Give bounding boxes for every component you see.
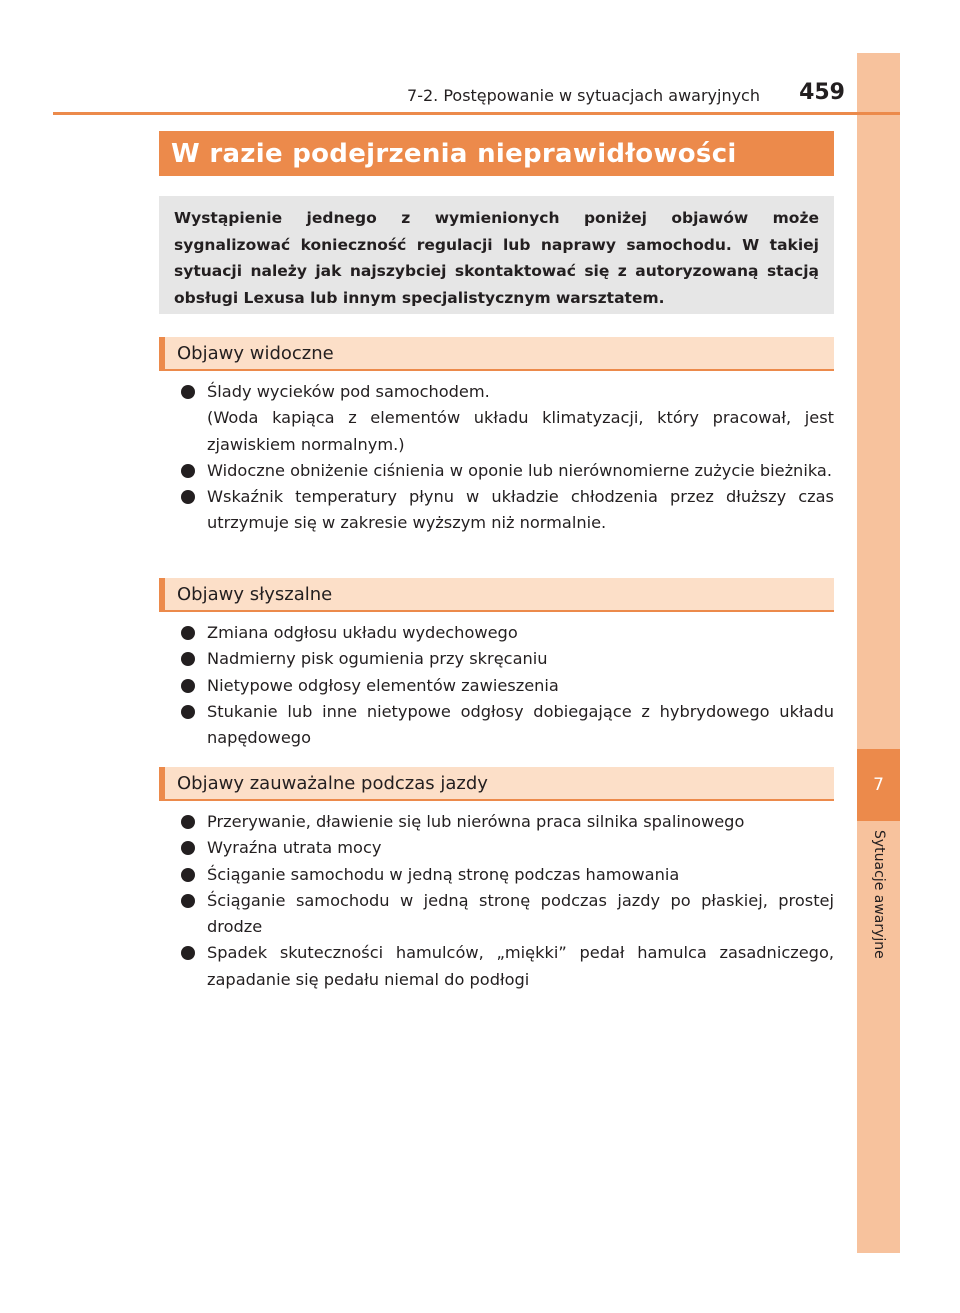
page-number: 459 bbox=[799, 80, 845, 105]
bullet-icon bbox=[181, 464, 195, 478]
section-heading-driving: Objawy zauważalne podczas jazdy bbox=[159, 767, 834, 801]
bullet-icon bbox=[181, 705, 195, 719]
bullet-icon bbox=[181, 868, 195, 882]
list-item-text: Widoczne obniżenie ciśnienia w oponie lub nierównomierne zużycie bieżnika. bbox=[207, 460, 832, 480]
bullet-icon bbox=[181, 815, 195, 829]
chapter-side-tab bbox=[857, 53, 900, 1253]
bullet-icon bbox=[181, 385, 195, 399]
list-item bbox=[181, 379, 834, 458]
list-item-text: Ślady wycieków pod samochodem. (Woda kapiąca z elementów układu klimatyzacji, który pracował, jest zjawiskiem normalnym.) bbox=[207, 382, 834, 454]
section-heading-visible: Objawy widoczne bbox=[159, 337, 834, 371]
chapter-number: 7 bbox=[857, 749, 900, 821]
section-heading-audible: Objawy słyszalne bbox=[159, 578, 834, 612]
list-item bbox=[181, 646, 834, 672]
chapter-label: Sytuacje awaryjne bbox=[871, 830, 887, 959]
list-item bbox=[181, 809, 834, 835]
list-item-text: Nietypowe odgłosy elementów zawieszenia bbox=[207, 675, 559, 695]
driving-symptoms-list bbox=[181, 809, 834, 993]
bullet-icon bbox=[181, 841, 195, 855]
running-head: 7-2. Postępowanie w sytuacjach awaryjnych bbox=[407, 86, 760, 105]
visible-symptoms-list bbox=[181, 379, 834, 537]
list-item-text: Nadmierny pisk ogumienia przy skręcaniu bbox=[207, 649, 548, 669]
list-item-text: Wyraźna utrata mocy bbox=[207, 838, 382, 858]
header-divider bbox=[53, 112, 900, 115]
bullet-icon bbox=[181, 626, 195, 640]
list-item-text: Stukanie lub inne nietypowe odgłosy dobiegające z hybrydowego układu napędowego bbox=[207, 701, 834, 748]
bullet-icon bbox=[181, 490, 195, 504]
list-item bbox=[181, 862, 834, 888]
list-item bbox=[181, 458, 834, 484]
list-item bbox=[181, 620, 834, 646]
list-item-text: Zmiana odgłosu układu wydechowego bbox=[207, 623, 518, 642]
bullet-icon bbox=[181, 652, 195, 666]
list-item-text: Ściąganie samochodu w jedną stronę podczas hamowania bbox=[207, 864, 680, 884]
list-item bbox=[181, 673, 834, 699]
bullet-icon bbox=[181, 894, 195, 908]
list-item bbox=[181, 835, 834, 861]
list-item-text: Ściąganie samochodu w jedną stronę podczas jazdy po płaskiej, prostej drodze bbox=[207, 890, 834, 937]
list-item bbox=[181, 940, 834, 993]
list-item bbox=[181, 699, 834, 752]
list-item bbox=[181, 888, 834, 941]
intro-text: Wystąpienie jednego z wymienionych poniżej objawów może sygnalizować konieczność regulacji lub naprawy samochodu. W takiej sytuacji należy jak najszybciej skontaktować się z autoryzowaną stacją obsługi Lexusa lub innym specjalistycznym warsztatem. bbox=[159, 196, 834, 314]
bullet-icon bbox=[181, 679, 195, 693]
list-item-text: Wskaźnik temperatury płynu w układzie chłodzenia przez dłuższy czas utrzymuje się w zakresie wyższym niż normalnie. bbox=[207, 487, 834, 533]
audible-symptoms-list bbox=[181, 620, 834, 751]
list-item-text: Spadek skuteczności hamulców, „miękki” pedał hamulca zasadniczego, zapadanie się pedału niemal do podłogi bbox=[207, 943, 834, 989]
list-item bbox=[181, 484, 834, 537]
bullet-icon bbox=[181, 946, 195, 960]
page-title: W razie podejrzenia nieprawidłowości bbox=[159, 131, 834, 176]
list-item-text: Przerywanie, dławienie się lub nierówna praca silnika spalinowego bbox=[207, 812, 745, 831]
